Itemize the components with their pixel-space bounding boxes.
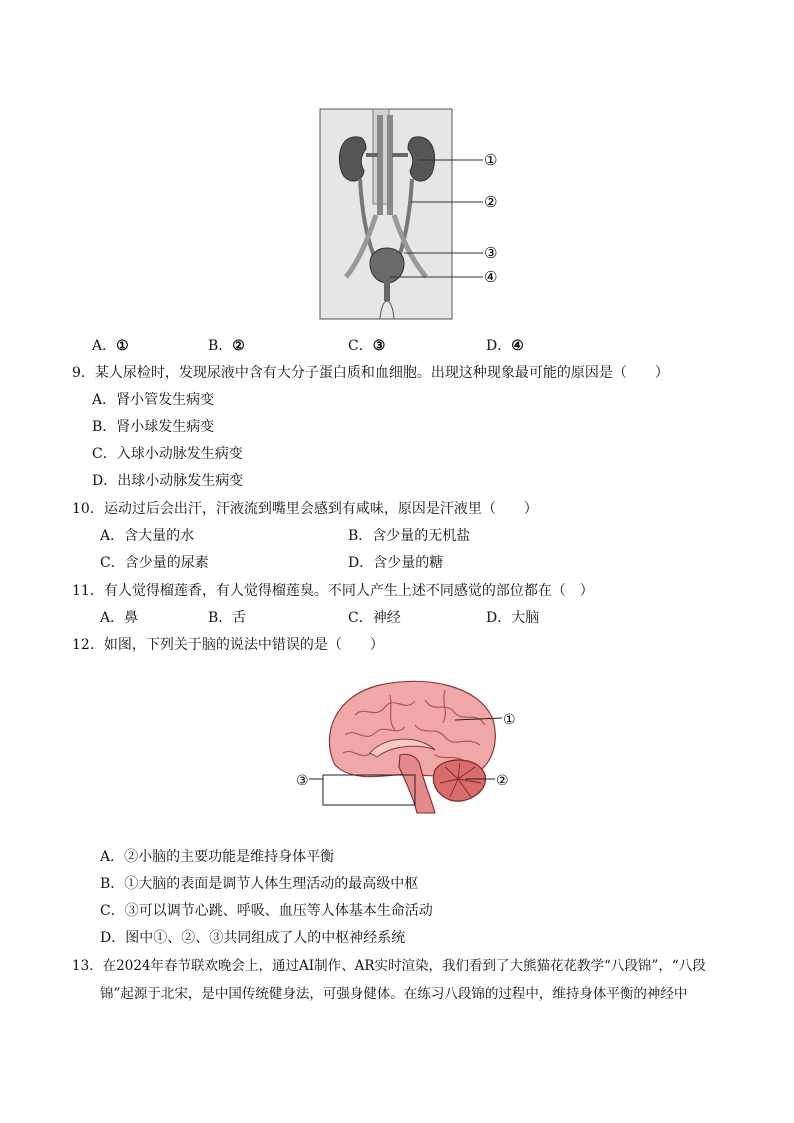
callout-4: ④ xyxy=(484,268,498,286)
q8-option-d[interactable] xyxy=(486,336,524,356)
q11-option-d[interactable]: D．大脑 xyxy=(486,610,540,626)
callout-3: ③ xyxy=(296,773,309,789)
q12-option-a[interactable]: A．②小脑的主要功能是维持身体平衡 xyxy=(100,849,335,865)
q10-option-a[interactable]: A．含大量的水 xyxy=(100,528,195,544)
callout-2: ② xyxy=(484,193,498,211)
bladder xyxy=(370,248,404,283)
q13-line-1: 13．在2024年春节联欢晚会上，通过AI制作、AR实时渲染，我们看到了大熊猫花花教学“八段锦”，“八段 xyxy=(72,958,706,974)
q10-stem: 10．运动过后会出汗，汗液流到嘴里会感到有咸味，原因是汗液里（ ） xyxy=(72,501,538,517)
q9-option-b[interactable]: B．肾小球发生病变 xyxy=(92,419,215,435)
q12-option-d[interactable]: D．图中①、②、③共同组成了人的中枢神经系统 xyxy=(100,930,406,946)
q9-option-d[interactable]: D．出球小动脉发生病变 xyxy=(92,473,244,489)
option-letter: D． xyxy=(486,338,512,354)
callout-2: ② xyxy=(496,773,509,789)
q12-option-c[interactable]: C．③可以调节心跳、呼吸、血压等人体基本生命活动 xyxy=(100,903,433,919)
option-text: ③ xyxy=(372,338,386,354)
q9-option-c[interactable]: C．入球小动脉发生病变 xyxy=(92,446,243,462)
callout-1: ① xyxy=(484,151,498,169)
q12-stem: 12．如图，下列关于脑的说法中错误的是（ ） xyxy=(72,637,384,653)
q9-stem: 9．某人尿检时，发现尿液中含有大分子蛋白质和血细胞。出现这种现象最可能的原因是（ ） xyxy=(72,365,669,381)
q10-option-d[interactable]: D．含少量的糖 xyxy=(348,555,444,571)
urinary-system-figure xyxy=(300,105,510,325)
q11-stem: 11．有人觉得榴莲香，有人觉得榴莲臭。不同人产生上述不同感觉的部位都在（ ） xyxy=(72,583,594,599)
callout-1: ① xyxy=(503,712,516,728)
q10-option-c[interactable]: C．含少量的尿素 xyxy=(100,555,209,571)
q12-option-b[interactable]: B．①大脑的表面是调节人体生理活动的最高级中枢 xyxy=(100,876,419,892)
q8-option-b[interactable] xyxy=(208,336,245,356)
option-text: ② xyxy=(232,338,245,354)
callout-3: ③ xyxy=(484,244,498,262)
q13-line-2: 锦”起源于北宋，是中国传统健身法，可强身健体。在练习八段锦的过程中，维持身体平衡的神经中 xyxy=(100,986,688,1002)
urethra xyxy=(384,281,390,301)
q8-option-a[interactable] xyxy=(92,336,129,356)
option-letter: B． xyxy=(208,338,233,354)
q11-option-b[interactable]: B．舌 xyxy=(208,610,247,626)
q11-option-a[interactable]: A．鼻 xyxy=(100,610,139,626)
brain-figure xyxy=(295,675,530,815)
option-text: ④ xyxy=(511,338,524,354)
q11-option-c[interactable]: C．神经 xyxy=(348,610,401,626)
option-letter: C． xyxy=(348,338,373,354)
q9-option-a[interactable]: A．肾小管发生病变 xyxy=(92,392,215,408)
q10-option-b[interactable]: B．含少量的无机盐 xyxy=(348,528,471,544)
q8-option-c[interactable] xyxy=(348,336,385,356)
option-letter: A． xyxy=(92,338,117,354)
option-text: ① xyxy=(116,338,129,354)
